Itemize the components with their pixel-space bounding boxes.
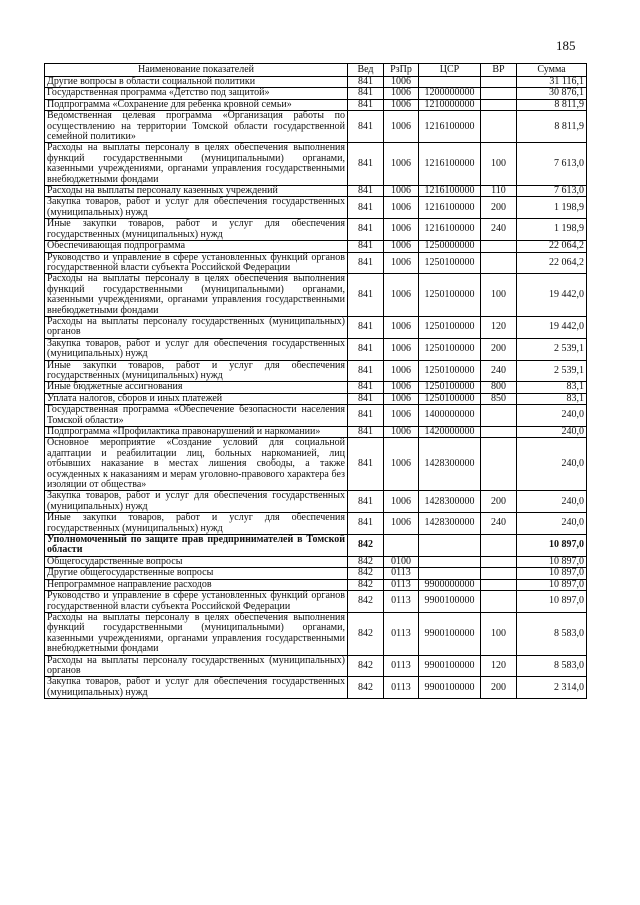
row-ved: 841 — [348, 393, 384, 404]
row-vr — [481, 252, 517, 274]
row-rzpr: 1006 — [384, 393, 419, 404]
table-row — [45, 655, 587, 677]
row-vr — [481, 438, 517, 491]
row-rzpr: 0113 — [384, 579, 419, 590]
row-rzpr: 1006 — [384, 143, 419, 186]
row-sum: 10 897,0 — [517, 568, 587, 579]
row-name: Уплата налогов, сборов и иных платежей — [45, 393, 348, 404]
row-name: Расходы на выплаты персоналу казенных учреждений — [45, 186, 348, 197]
row-sum: 2 314,0 — [517, 677, 587, 699]
row-csr: 1250100000 — [419, 274, 481, 317]
row-sum: 22 064,2 — [517, 241, 587, 252]
row-ved: 842 — [348, 612, 384, 655]
table-row — [45, 513, 587, 535]
row-sum: 83,1 — [517, 393, 587, 404]
row-vr: 240 — [481, 513, 517, 535]
row-vr — [481, 77, 517, 88]
row-ved: 842 — [348, 568, 384, 579]
row-sum: 10 897,0 — [517, 556, 587, 567]
row-csr: 1250100000 — [419, 393, 481, 404]
row-csr: 1250100000 — [419, 252, 481, 274]
table-header-row — [45, 64, 587, 77]
row-sum: 83,1 — [517, 382, 587, 393]
row-name: Непрограммное направление расходов — [45, 579, 348, 590]
header-rzpr: РзПр — [384, 64, 419, 77]
row-rzpr: 0113 — [384, 655, 419, 677]
row-vr: 100 — [481, 143, 517, 186]
table-row — [45, 99, 587, 110]
table-row — [45, 491, 587, 513]
row-name: Закупка товаров, работ и услуг для обеспечения государственных (муниципальных) нужд — [45, 677, 348, 699]
table-row — [45, 438, 587, 491]
row-rzpr — [384, 535, 419, 557]
row-vr: 120 — [481, 316, 517, 338]
row-name: Иные закупки товаров, работ и услуг для обеспечения государственных (муниципальных) нужд — [45, 513, 348, 535]
row-name: Государственная программа «Детство под защитой» — [45, 88, 348, 99]
row-name: Обеспечивающая подпрограмма — [45, 241, 348, 252]
row-vr — [481, 535, 517, 557]
row-csr: 9900000000 — [419, 579, 481, 590]
row-rzpr: 1006 — [384, 197, 419, 219]
row-name: Закупка товаров, работ и услуг для обеспечения государственных (муниципальных) нужд — [45, 338, 348, 360]
row-vr: 120 — [481, 655, 517, 677]
row-rzpr: 1006 — [384, 99, 419, 110]
table-row — [45, 111, 587, 143]
row-rzpr: 1006 — [384, 88, 419, 99]
row-vr: 100 — [481, 612, 517, 655]
row-csr: 9900100000 — [419, 591, 481, 613]
row-ved: 842 — [348, 591, 384, 613]
row-sum: 2 539,1 — [517, 360, 587, 382]
row-name: Расходы на выплаты персоналу в целях обеспечения выполнения функций государственными (муниципальными) органами, казенными учреждениями, органами управления государственными внебюджетными фондами — [45, 274, 348, 317]
table-row — [45, 393, 587, 404]
row-rzpr: 1006 — [384, 252, 419, 274]
row-csr: 1428300000 — [419, 491, 481, 513]
table-row — [45, 197, 587, 219]
header-ved: Вед — [348, 64, 384, 77]
row-vr: 200 — [481, 338, 517, 360]
row-vr: 110 — [481, 186, 517, 197]
row-vr: 800 — [481, 382, 517, 393]
budget-table — [44, 63, 587, 699]
row-sum: 8 583,0 — [517, 655, 587, 677]
row-name: Ведомственная целевая программа «Организация работы по осуществлению на территории Томской области государственной семейной политики» — [45, 111, 348, 143]
row-ved: 841 — [348, 338, 384, 360]
row-vr — [481, 568, 517, 579]
row-rzpr: 1006 — [384, 427, 419, 438]
row-rzpr: 1006 — [384, 405, 419, 427]
row-vr: 100 — [481, 274, 517, 317]
row-rzpr: 0113 — [384, 591, 419, 613]
row-rzpr: 1006 — [384, 438, 419, 491]
row-ved: 841 — [348, 316, 384, 338]
row-sum: 240,0 — [517, 438, 587, 491]
row-name: Иные закупки товаров, работ и услуг для обеспечения государственных (муниципальных) нужд — [45, 219, 348, 241]
row-vr: 200 — [481, 197, 517, 219]
table-row — [45, 382, 587, 393]
row-vr — [481, 591, 517, 613]
row-vr — [481, 427, 517, 438]
row-ved: 841 — [348, 274, 384, 317]
row-csr: 1216100000 — [419, 186, 481, 197]
row-sum: 19 442,0 — [517, 316, 587, 338]
row-name: Закупка товаров, работ и услуг для обеспечения государственных (муниципальных) нужд — [45, 197, 348, 219]
table-row — [45, 77, 587, 88]
table-row — [45, 143, 587, 186]
table-row — [45, 405, 587, 427]
row-rzpr: 1006 — [384, 111, 419, 143]
row-sum: 1 198,9 — [517, 197, 587, 219]
row-vr — [481, 579, 517, 590]
row-sum: 10 897,0 — [517, 579, 587, 590]
row-rzpr: 1006 — [384, 241, 419, 252]
row-csr — [419, 77, 481, 88]
row-vr — [481, 111, 517, 143]
row-name: Государственная программа «Обеспечение безопасности населения Томской области» — [45, 405, 348, 427]
row-csr — [419, 556, 481, 567]
row-ved: 842 — [348, 655, 384, 677]
row-rzpr: 1006 — [384, 219, 419, 241]
page-number: 185 — [556, 38, 576, 53]
row-ved: 841 — [348, 219, 384, 241]
row-name: Подпрограмма «Сохранение для ребенка кровной семьи» — [45, 99, 348, 110]
row-name: Руководство и управление в сфере установленных функций органов государственной власти субъекта Российской Федерации — [45, 591, 348, 613]
row-sum: 31 116,1 — [517, 77, 587, 88]
row-rzpr: 0100 — [384, 556, 419, 567]
table-row — [45, 427, 587, 438]
table-row — [45, 556, 587, 567]
row-name: Уполномоченный по защите прав предпринимателей в Томской области — [45, 535, 348, 557]
row-rzpr: 1006 — [384, 186, 419, 197]
table-body — [45, 77, 587, 699]
table-row — [45, 360, 587, 382]
row-sum: 8 811,9 — [517, 111, 587, 143]
row-rzpr: 1006 — [384, 513, 419, 535]
row-sum: 1 198,9 — [517, 219, 587, 241]
row-vr: 200 — [481, 677, 517, 699]
table-row — [45, 338, 587, 360]
row-csr: 1216100000 — [419, 197, 481, 219]
row-vr: 200 — [481, 491, 517, 513]
row-rzpr: 0113 — [384, 677, 419, 699]
row-sum: 2 539,1 — [517, 338, 587, 360]
row-csr: 1216100000 — [419, 143, 481, 186]
row-vr — [481, 405, 517, 427]
table-row — [45, 591, 587, 613]
table-row — [45, 568, 587, 579]
row-name: Расходы на выплаты персоналу государственных (муниципальных) органов — [45, 655, 348, 677]
table-row — [45, 535, 587, 557]
row-rzpr: 0113 — [384, 568, 419, 579]
row-sum: 7 613,0 — [517, 186, 587, 197]
row-name: Иные бюджетные ассигнования — [45, 382, 348, 393]
row-ved: 841 — [348, 99, 384, 110]
row-name: Расходы на выплаты персоналу государственных (муниципальных) органов — [45, 316, 348, 338]
table-row — [45, 252, 587, 274]
table-row — [45, 612, 587, 655]
table-row — [45, 677, 587, 699]
header-csr: ЦСР — [419, 64, 481, 77]
row-name: Общегосударственные вопросы — [45, 556, 348, 567]
row-ved: 842 — [348, 556, 384, 567]
row-vr: 240 — [481, 360, 517, 382]
row-csr: 9900100000 — [419, 655, 481, 677]
table-row — [45, 241, 587, 252]
row-name: Расходы на выплаты персоналу в целях обеспечения выполнения функций государственными (муниципальными) органами, казенными учреждениями, органами управления государственными внебюджетными фондами — [45, 612, 348, 655]
row-csr: 1420000000 — [419, 427, 481, 438]
row-sum: 240,0 — [517, 427, 587, 438]
row-sum: 240,0 — [517, 513, 587, 535]
row-rzpr: 1006 — [384, 316, 419, 338]
row-vr — [481, 241, 517, 252]
row-ved: 841 — [348, 143, 384, 186]
row-ved: 841 — [348, 252, 384, 274]
row-ved: 841 — [348, 197, 384, 219]
row-sum: 10 897,0 — [517, 535, 587, 557]
row-sum: 8 583,0 — [517, 612, 587, 655]
table-row — [45, 316, 587, 338]
row-sum: 240,0 — [517, 491, 587, 513]
row-csr: 1250100000 — [419, 382, 481, 393]
row-ved: 841 — [348, 438, 384, 491]
row-rzpr: 0113 — [384, 612, 419, 655]
table-row — [45, 219, 587, 241]
row-ved: 842 — [348, 579, 384, 590]
row-rzpr: 1006 — [384, 360, 419, 382]
row-name: Основное мероприятие «Создание условий для социальной адаптации и реабилитации лиц, больных наркоманией, лиц отбывших наказание в местах лишения свободы, а также осужденных к наказаниям и мерам уголовно-правового характера без изоляции от общества» — [45, 438, 348, 491]
row-csr — [419, 535, 481, 557]
row-csr: 1200000000 — [419, 88, 481, 99]
row-ved: 841 — [348, 427, 384, 438]
row-csr: 1428300000 — [419, 438, 481, 491]
row-rzpr: 1006 — [384, 274, 419, 317]
row-csr — [419, 568, 481, 579]
row-ved: 841 — [348, 111, 384, 143]
row-csr: 1250000000 — [419, 241, 481, 252]
row-name: Руководство и управление в сфере установленных функций органов государственной власти субъекта Российской Федерации — [45, 252, 348, 274]
table-row — [45, 186, 587, 197]
row-ved: 841 — [348, 513, 384, 535]
row-name: Иные закупки товаров, работ и услуг для обеспечения государственных (муниципальных) нужд — [45, 360, 348, 382]
row-sum: 240,0 — [517, 405, 587, 427]
row-csr: 1250100000 — [419, 338, 481, 360]
row-ved: 841 — [348, 241, 384, 252]
row-vr — [481, 556, 517, 567]
row-ved: 841 — [348, 77, 384, 88]
row-name: Подпрограмма «Профилактика правонарушений и наркомании» — [45, 427, 348, 438]
row-csr: 1400000000 — [419, 405, 481, 427]
row-name: Расходы на выплаты персоналу в целях обеспечения выполнения функций государственными (муниципальными) органами, казенными учреждениями, органами управления государственными внебюджетными фондами — [45, 143, 348, 186]
row-vr: 850 — [481, 393, 517, 404]
row-vr: 240 — [481, 219, 517, 241]
header-name: Наименование показателей — [45, 64, 348, 77]
row-ved: 841 — [348, 88, 384, 99]
row-name: Закупка товаров, работ и услуг для обеспечения государственных (муниципальных) нужд — [45, 491, 348, 513]
row-ved: 841 — [348, 360, 384, 382]
row-csr: 1250100000 — [419, 316, 481, 338]
row-rzpr: 1006 — [384, 77, 419, 88]
row-csr: 1428300000 — [419, 513, 481, 535]
row-name: Другие общегосударственные вопросы — [45, 568, 348, 579]
row-name: Другие вопросы в области социальной политики — [45, 77, 348, 88]
header-vr: ВР — [481, 64, 517, 77]
table-row — [45, 88, 587, 99]
row-sum: 10 897,0 — [517, 591, 587, 613]
row-ved: 841 — [348, 491, 384, 513]
row-ved: 842 — [348, 535, 384, 557]
row-csr: 1210000000 — [419, 99, 481, 110]
row-sum: 7 613,0 — [517, 143, 587, 186]
row-sum: 30 876,1 — [517, 88, 587, 99]
row-rzpr: 1006 — [384, 338, 419, 360]
table-row — [45, 274, 587, 317]
row-ved: 841 — [348, 382, 384, 393]
header-sum: Сумма — [517, 64, 587, 77]
row-vr — [481, 88, 517, 99]
row-csr: 9900100000 — [419, 677, 481, 699]
row-ved: 841 — [348, 405, 384, 427]
row-csr: 1216100000 — [419, 111, 481, 143]
row-vr — [481, 99, 517, 110]
row-sum: 22 064,2 — [517, 252, 587, 274]
row-csr: 1250100000 — [419, 360, 481, 382]
row-rzpr: 1006 — [384, 491, 419, 513]
row-sum: 19 442,0 — [517, 274, 587, 317]
row-csr: 9900100000 — [419, 612, 481, 655]
row-sum: 8 811,9 — [517, 99, 587, 110]
table-row — [45, 579, 587, 590]
row-ved: 841 — [348, 186, 384, 197]
row-csr: 1216100000 — [419, 219, 481, 241]
row-rzpr: 1006 — [384, 382, 419, 393]
row-ved: 842 — [348, 677, 384, 699]
